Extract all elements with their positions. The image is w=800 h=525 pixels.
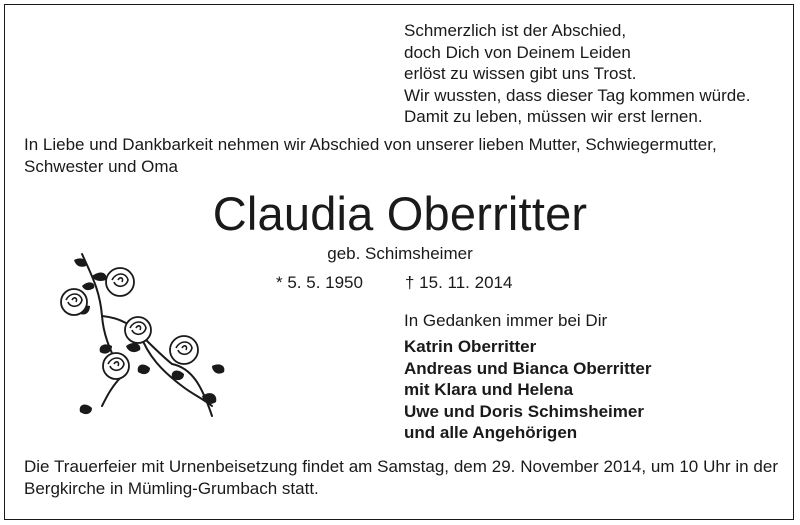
poem-line: erlöst zu wissen gibt uns Trost. [404,64,637,84]
rose-branch-icon [52,246,230,418]
poem [404,20,750,128]
thoughts-line: In Gedanken immer bei Dir [404,311,608,330]
mourner-line: Uwe und Doris Schimsheimer [404,401,644,421]
mourners-list [404,336,652,444]
funeral-notice: Die Trauerfeier mit Urnenbeisetzung findet am Samstag, dem 29. November 2014, um 10 Uhr in der Bergkirche in Mümling-Grumbach statt. [24,457,778,498]
poem-line: Damit zu leben, müssen wir erst lernen. [404,107,703,127]
poem-line: Schmerzlich ist der Abschied, [404,21,627,40]
deceased-name: Claudia Oberritter [212,187,588,240]
mourner-line: Andreas und Bianca Oberritter [404,358,652,378]
mourner-line: Katrin Oberritter [404,337,537,356]
poem-line: doch Dich von Deinem Leiden [404,42,631,62]
intro-text: In Liebe und Dankbarkeit nehmen wir Abschied von unserer lieben Mutter, Schwiegermutter, Schwester und Oma [24,135,717,176]
poem-line: Wir wussten, dass dieser Tag kommen würde. [404,85,751,105]
mourner-line: und alle Angehörigen [404,423,578,443]
birth-date: * 5. 5. 1950 [276,273,363,292]
mourner-line: mit Klara und Helena [404,380,574,400]
birth-name: geb. Schimsheimer [327,244,473,263]
death-date: † 15. 11. 2014 [405,273,513,292]
